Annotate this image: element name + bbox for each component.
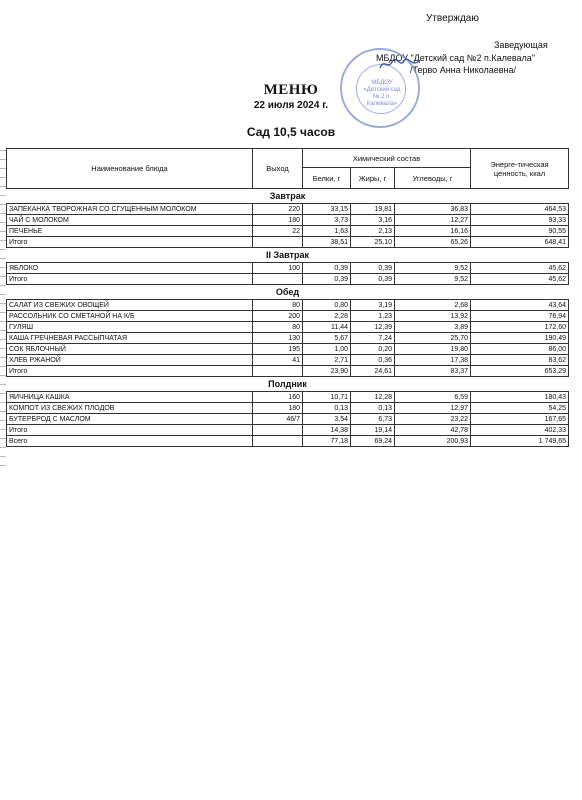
total-energy: 648,41 [471, 237, 569, 248]
approval-label: Утверждаю [426, 13, 479, 24]
grand-total-energy: 1 749,65 [471, 436, 569, 447]
section-total-row [7, 425, 569, 436]
dish-energy: 86,00 [471, 344, 569, 355]
grand-total-row [7, 436, 569, 447]
handwritten-signature [378, 56, 422, 72]
dish-name: ХЛЕБ РЖАНОЙ [7, 355, 253, 366]
dish-carbs: 3,89 [395, 322, 471, 333]
total-carbs: 42,78 [395, 425, 471, 436]
total-fat: 19,14 [351, 425, 395, 436]
total-label: Итого [7, 366, 253, 377]
grand-total-carbs: 200,93 [395, 436, 471, 447]
dish-energy: 83,62 [471, 355, 569, 366]
section-row [7, 189, 569, 204]
dish-carbs: 6,59 [395, 392, 471, 403]
dish-energy: 43,64 [471, 300, 569, 311]
dish-carbs: 13,92 [395, 311, 471, 322]
total-protein: 23,90 [303, 366, 351, 377]
table-row [7, 300, 569, 311]
table-row [7, 322, 569, 333]
table-row [7, 215, 569, 226]
table-row [7, 414, 569, 425]
grand-total-portion-empty [253, 436, 303, 447]
dish-fat: 12,28 [351, 392, 395, 403]
table-row [7, 403, 569, 414]
dish-name: КАША ГРЕЧНЕВАЯ РАССЫПЧАТАЯ [7, 333, 253, 344]
col-fat-header: Жиры, г [351, 168, 395, 189]
dish-portion: 80 [253, 322, 303, 333]
total-portion-empty [253, 237, 303, 248]
dish-fat: 3,19 [351, 300, 395, 311]
dish-portion: 160 [253, 392, 303, 403]
dish-carbs: 9,52 [395, 263, 471, 274]
section-row [7, 377, 569, 392]
dish-name: БУТЕРБРОД С МАСЛОМ [7, 414, 253, 425]
dish-portion: 22 [253, 226, 303, 237]
dish-fat: 6,73 [351, 414, 395, 425]
dish-protein: 0,13 [303, 403, 351, 414]
col-portion-header: Выход [253, 149, 303, 189]
table-row [7, 355, 569, 366]
col-chemistry-header: Химический состав [303, 149, 471, 168]
dish-fat: 0,13 [351, 403, 395, 414]
total-fat: 25,10 [351, 237, 395, 248]
dish-protein: 0,80 [303, 300, 351, 311]
section-total-row [7, 274, 569, 285]
dish-protein: 10,71 [303, 392, 351, 403]
total-label: Итого [7, 425, 253, 436]
section-row [7, 248, 569, 263]
dish-energy: 90,55 [471, 226, 569, 237]
dish-fat: 0,36 [351, 355, 395, 366]
dish-name: ЗАПЕКАНКА ТВОРОЖНАЯ СО СГУЩЕННЫМ МОЛОКОМ [7, 204, 253, 215]
grand-total-label: Всего [7, 436, 253, 447]
table-row [7, 311, 569, 322]
dish-carbs: 36,83 [395, 204, 471, 215]
total-carbs: 9,52 [395, 274, 471, 285]
dish-portion: 180 [253, 215, 303, 226]
total-fat: 0,39 [351, 274, 395, 285]
total-energy: 653,29 [471, 366, 569, 377]
section-row [7, 285, 569, 300]
dish-fat: 19,81 [351, 204, 395, 215]
dish-energy: 167,65 [471, 414, 569, 425]
dish-protein: 1,63 [303, 226, 351, 237]
group-name: Сад 10,5 часов [246, 125, 336, 139]
dish-portion: 180 [253, 403, 303, 414]
dish-energy: 464,53 [471, 204, 569, 215]
approval-position: Заведующая [494, 40, 548, 50]
dish-name: РАССОЛЬНИК СО СМЕТАНОЙ НА К/Б [7, 311, 253, 322]
total-portion-empty [253, 425, 303, 436]
approval-signer: /Терво Анна Николаевна/ [410, 65, 517, 75]
dish-protein: 3,54 [303, 414, 351, 425]
section-title: Завтрак [7, 189, 569, 204]
stamp-text: МБДОУ «Детский сад № 2 п. Калевала» [363, 80, 401, 107]
dish-carbs: 17,38 [395, 355, 471, 366]
total-carbs: 65,26 [395, 237, 471, 248]
dish-carbs: 12,97 [395, 403, 471, 414]
section-total-row [7, 366, 569, 377]
dish-fat: 3,16 [351, 215, 395, 226]
dish-carbs: 12,27 [395, 215, 471, 226]
dish-carbs: 2,68 [395, 300, 471, 311]
total-carbs: 83,37 [395, 366, 471, 377]
dish-portion: 130 [253, 333, 303, 344]
total-energy: 402,33 [471, 425, 569, 436]
col-energy-header: Энерге-тическая ценность, ккал [471, 149, 569, 189]
dish-protein: 2,28 [303, 311, 351, 322]
section-title: Полдник [7, 377, 569, 392]
dish-name: ЯИЧНИЦА КАШКА [7, 392, 253, 403]
dish-portion: 80 [253, 300, 303, 311]
dish-name: ПЕЧЕНЬЕ [7, 226, 253, 237]
menu-table [6, 148, 569, 447]
dish-protein: 5,67 [303, 333, 351, 344]
table-row [7, 392, 569, 403]
section-total-row [7, 237, 569, 248]
dish-name: КОМПОТ ИЗ СВЕЖИХ ПЛОДОВ [7, 403, 253, 414]
dish-fat: 12,39 [351, 322, 395, 333]
dish-name: ЧАЙ С МОЛОКОМ [7, 215, 253, 226]
total-portion-empty [253, 366, 303, 377]
table-row [7, 333, 569, 344]
col-carbs-header: Углеводы, г [395, 168, 471, 189]
dish-fat: 0,20 [351, 344, 395, 355]
section-title: Обед [7, 285, 569, 300]
table-row [7, 226, 569, 237]
dish-energy: 172,60 [471, 322, 569, 333]
dish-portion: 195 [253, 344, 303, 355]
dish-name: САЛАТ ИЗ СВЕЖИХ ОВОЩЕЙ [7, 300, 253, 311]
menu-date: 22 июля 2024 г. [253, 100, 329, 111]
table-row [7, 344, 569, 355]
total-protein: 38,51 [303, 237, 351, 248]
table-row [7, 204, 569, 215]
dish-energy: 93,33 [471, 215, 569, 226]
dish-energy: 54,25 [471, 403, 569, 414]
col-dish-header: Наименование блюда [7, 149, 253, 189]
dish-energy: 76,94 [471, 311, 569, 322]
total-energy: 45,62 [471, 274, 569, 285]
table-row [7, 263, 569, 274]
total-portion-empty [253, 274, 303, 285]
dish-fat: 1,23 [351, 311, 395, 322]
approval-organization: МБДОУ "Детский сад №2 п.Калевала" [376, 53, 535, 63]
total-protein: 14,38 [303, 425, 351, 436]
dish-protein: 0,39 [303, 263, 351, 274]
section-title: II Завтрак [7, 248, 569, 263]
dish-protein: 11,44 [303, 322, 351, 333]
dish-portion: 41 [253, 355, 303, 366]
dish-fat: 2,13 [351, 226, 395, 237]
col-protein-header: Белки, г [303, 168, 351, 189]
dish-energy: 180,43 [471, 392, 569, 403]
dish-name: ЯБЛОКО [7, 263, 253, 274]
page-title: МЕНЮ [263, 82, 319, 98]
dish-carbs: 25,70 [395, 333, 471, 344]
dish-energy: 190,49 [471, 333, 569, 344]
total-fat: 24,61 [351, 366, 395, 377]
dish-portion: 100 [253, 263, 303, 274]
grand-total-fat: 69,24 [351, 436, 395, 447]
dish-carbs: 16,16 [395, 226, 471, 237]
total-protein: 0,39 [303, 274, 351, 285]
dish-portion: 200 [253, 311, 303, 322]
total-label: Итого [7, 237, 253, 248]
total-label: Итого [7, 274, 253, 285]
dish-name: ГУЛЯШ [7, 322, 253, 333]
dish-carbs: 19,80 [395, 344, 471, 355]
menu-table-body [7, 189, 569, 447]
dish-portion: 220 [253, 204, 303, 215]
dish-portion: 46/7 [253, 414, 303, 425]
dish-protein: 2,71 [303, 355, 351, 366]
dish-energy: 45,62 [471, 263, 569, 274]
dish-protein: 33,15 [303, 204, 351, 215]
dish-fat: 7,24 [351, 333, 395, 344]
dish-protein: 1,00 [303, 344, 351, 355]
dish-name: СОК ЯБЛОЧНЫЙ [7, 344, 253, 355]
dish-fat: 0,39 [351, 263, 395, 274]
dish-carbs: 23,22 [395, 414, 471, 425]
dish-protein: 3,73 [303, 215, 351, 226]
grand-total-protein: 77,18 [303, 436, 351, 447]
